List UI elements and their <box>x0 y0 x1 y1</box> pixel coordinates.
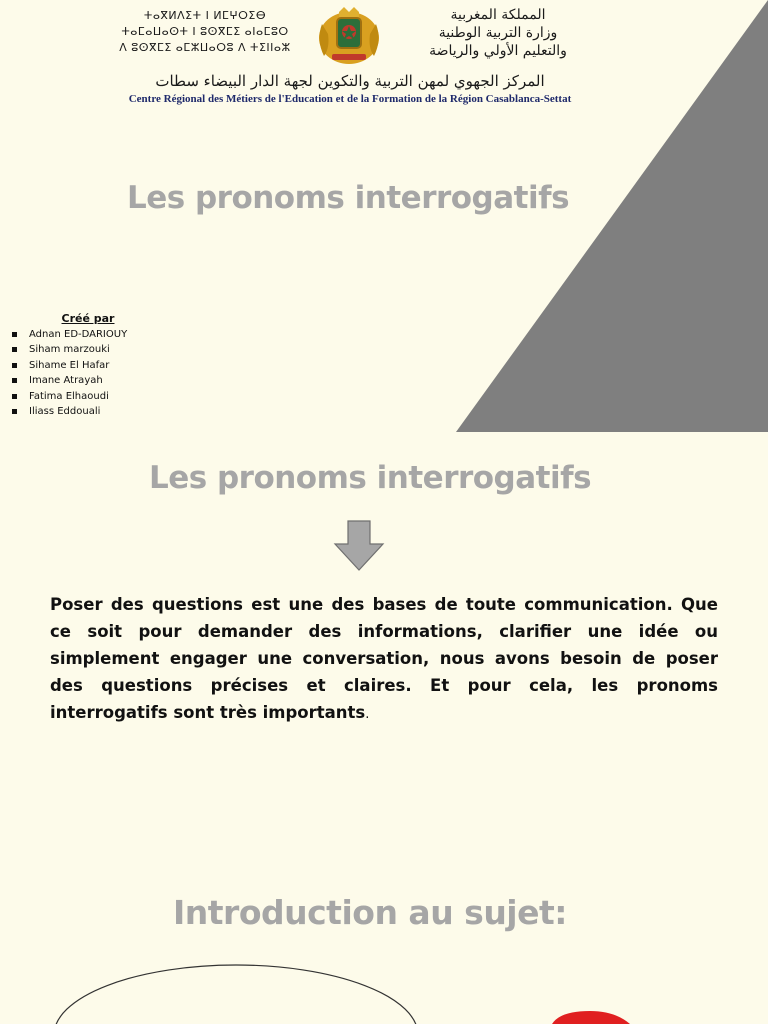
intro-paragraph <box>50 591 718 728</box>
introduction-title: Introduction au sujet: <box>173 893 567 932</box>
arabic-line: والتعليم الأولي والرياضة <box>429 43 567 59</box>
tifinagh-header <box>110 8 300 56</box>
intro-paragraph-text: Poser des questions est une des bases de toute communication. Que ce soit pour demander des informations, clarifier une idée ou simplement engager une conversation, nous avons besoin de poser des questions précises et claires. Et pour cela, les pronoms interrogatifs sont très importants <box>50 595 718 722</box>
author-item: Siham marzouki <box>12 342 127 357</box>
speech-ellipse <box>54 965 418 1024</box>
morocco-coat-of-arms-icon <box>310 4 388 66</box>
author-item: Iliass Eddouali <box>12 404 127 419</box>
tifinagh-line: ⵜⴰⵎⴰⵡⴰⵙⵜ ⵏ ⵓⵙⴳⵎⵉ ⴰⵏⴰⵎⵓⵔ <box>121 25 289 38</box>
created-by-label: Créé par <box>61 312 115 325</box>
section-title: Les pronoms interrogatifs <box>148 460 592 496</box>
author-item: Sihame El Hafar <box>12 358 127 373</box>
arabic-line: وزارة التربية الوطنية <box>438 25 558 41</box>
bottom-shapes <box>0 955 768 1024</box>
author-item: Fatima Elhaoudi <box>12 389 127 404</box>
arabic-line: المملكة المغربية <box>450 7 546 23</box>
authors-list <box>12 327 127 419</box>
author-item: Imane Atrayah <box>12 373 127 388</box>
tifinagh-line: ⴷ ⵓⵙⴳⵎⵉ ⴰⵎⵣⵡⴰⵔⵓ ⴷ ⵜⵉⵏⵏⴰⵣ <box>119 41 291 54</box>
author-item: Adnan ED-DARIOUY <box>12 327 127 342</box>
arrow-down-icon <box>333 520 385 572</box>
french-institution-name: Centre Régional des Métiers de l'Education et de la Formation de la Région Casablanca-Settat <box>128 93 572 105</box>
decorative-triangle <box>456 0 768 432</box>
intro-paragraph-end: . <box>365 707 370 722</box>
red-shape <box>552 1011 630 1024</box>
cover-title: Les pronoms interrogatifs <box>126 180 570 216</box>
arabic-institution-name: المركز الجهوي لمهن التربية والتكوين لجهة الدار البيضاء سطات <box>155 72 545 90</box>
tifinagh-line: ⵜⴰⴳⵍⴷⵉⵜ ⵏ ⵍⵎⵖⵔⵉⴱ <box>143 9 267 22</box>
